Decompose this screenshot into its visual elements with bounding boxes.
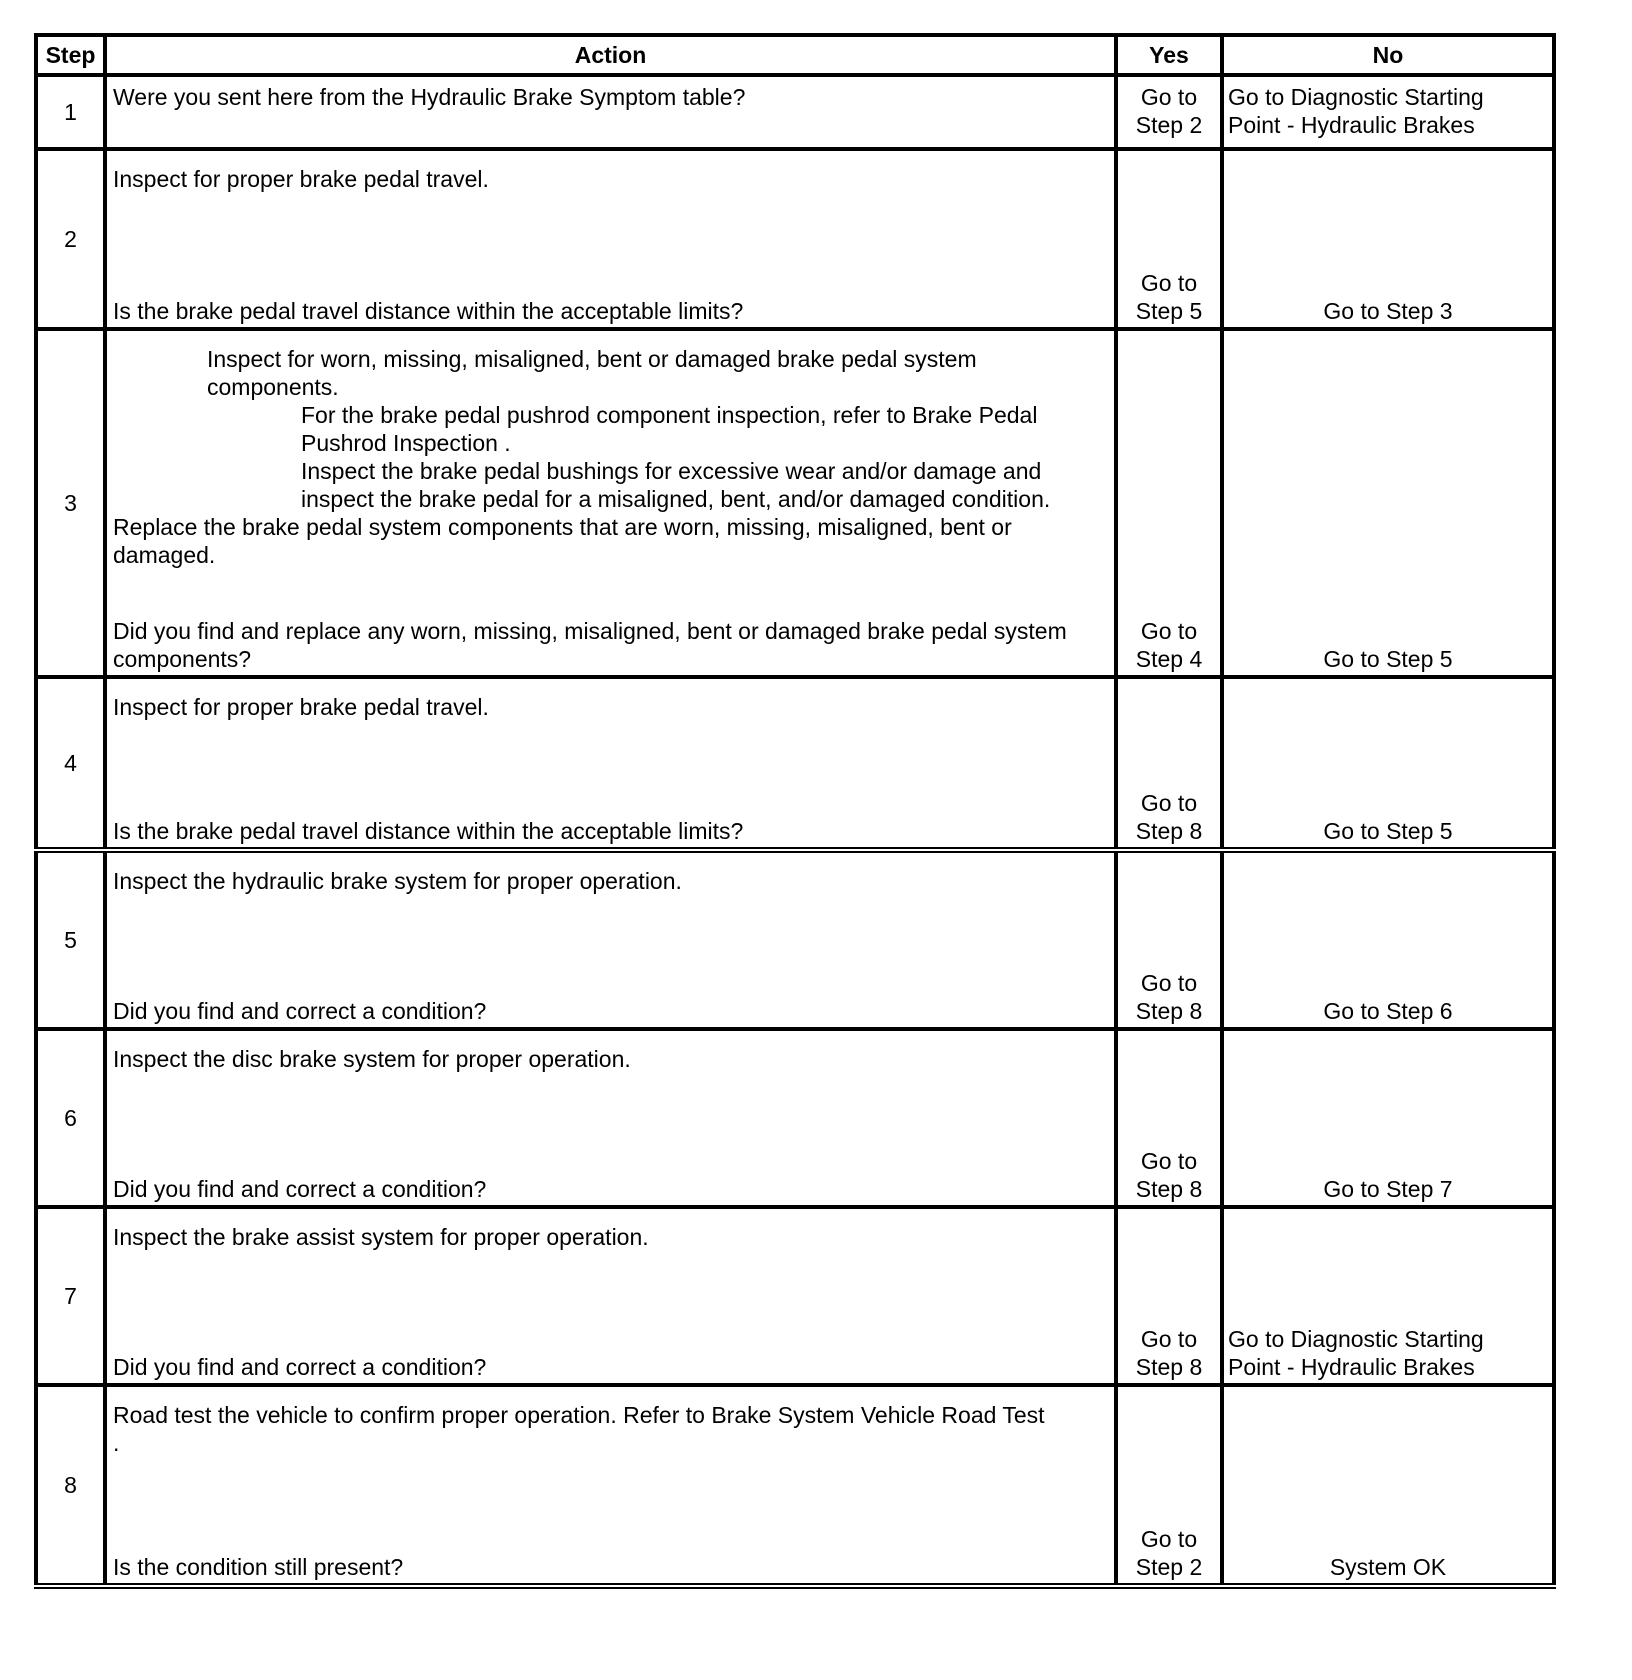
no-cell <box>1222 1385 1554 1586</box>
no-link-line[interactable]: Point - Hydraulic Brakes <box>1228 112 1475 138</box>
yes-cell <box>1116 677 1222 850</box>
no-link-line[interactable]: Point - Hydraulic Brakes <box>1228 1354 1475 1380</box>
yes-cell <box>1116 1385 1222 1586</box>
header-action: Action <box>105 35 1116 75</box>
header-step: Step <box>36 35 105 75</box>
action-cell <box>105 1207 1116 1385</box>
action-question: Did you find and replace any worn, missing, misaligned, bent or damaged brake pedal system components? <box>113 618 1067 672</box>
action-instruction: Inspect for worn, missing, misaligned, bent or damaged brake pedal system components. <box>207 346 977 400</box>
step-number: 4 <box>36 677 105 850</box>
step-number: 3 <box>36 329 105 677</box>
yes-link-line[interactable]: Step 2 <box>1135 1554 1203 1580</box>
table-row <box>36 677 1554 850</box>
action-question: Did you find and correct a condition? <box>113 1176 487 1202</box>
yes-link-line[interactable]: Step 8 <box>1135 1176 1203 1202</box>
action-instruction: Inspect the hydraulic brake system for proper operation. <box>113 868 682 894</box>
no-cell <box>1222 1207 1554 1385</box>
table-row <box>36 329 1554 677</box>
action-instruction: Inspect for proper brake pedal travel. <box>113 694 489 720</box>
action-question: Did you find and correct a condition? <box>113 998 487 1024</box>
action-text: Were you sent here from the Hydraulic Brake Symptom table? <box>113 84 746 110</box>
action-sub-instruction: For the brake pedal pushrod component inspection, refer to Brake Pedal Pushrod Inspection . <box>301 402 1038 456</box>
no-cell <box>1222 1029 1554 1207</box>
yes-link-line[interactable]: Step 8 <box>1135 1354 1203 1380</box>
no-link-line[interactable]: Go to Diagnostic Starting <box>1228 84 1484 110</box>
yes-link-line[interactable]: Step 4 <box>1135 646 1203 672</box>
yes-link-line[interactable]: Go to <box>1140 270 1198 296</box>
header-no: No <box>1222 35 1554 75</box>
yes-cell <box>1116 1207 1222 1385</box>
diagnostic-table <box>34 33 1556 1589</box>
yes-cell <box>1116 75 1222 149</box>
action-instruction: Inspect for proper brake pedal travel. <box>113 166 489 192</box>
action-instruction: Inspect the brake assist system for proper operation. <box>113 1224 649 1250</box>
step-number: 7 <box>36 1207 105 1385</box>
yes-link-line[interactable]: Go to <box>1140 790 1198 816</box>
no-cell <box>1222 75 1554 149</box>
action-instruction: Replace the brake pedal system components that are worn, missing, misaligned, bent or damaged. <box>113 514 1012 568</box>
yes-link-line[interactable]: Go to <box>1140 1526 1198 1552</box>
header-yes: Yes <box>1116 35 1222 75</box>
yes-cell <box>1116 850 1222 1029</box>
no-cell <box>1222 329 1554 677</box>
action-cell <box>105 850 1116 1029</box>
table-row <box>36 149 1554 329</box>
table-row <box>36 75 1554 149</box>
yes-link-line[interactable]: Go to <box>1140 84 1198 110</box>
yes-link-line[interactable]: Step 2 <box>1135 112 1203 138</box>
table-row <box>36 1385 1554 1586</box>
no-link-line[interactable]: Go to Step 5 <box>1323 818 1453 844</box>
yes-link-line[interactable]: Step 8 <box>1135 818 1203 844</box>
step-number: 6 <box>36 1029 105 1207</box>
action-instruction: Road test the vehicle to confirm proper operation. Refer to Brake System Vehicle Road Test . <box>113 1402 1045 1456</box>
action-instruction: Inspect the disc brake system for proper operation. <box>113 1046 631 1072</box>
action-question: Is the brake pedal travel distance within the acceptable limits? <box>113 298 744 324</box>
table-row <box>36 850 1554 1029</box>
yes-link-line[interactable]: Go to <box>1140 1148 1198 1174</box>
no-cell <box>1222 149 1554 329</box>
table-row <box>36 1207 1554 1385</box>
no-cell <box>1222 850 1554 1029</box>
table-row <box>36 1029 1554 1207</box>
no-link-line[interactable]: System OK <box>1329 1554 1447 1580</box>
no-link-line[interactable]: Go to Diagnostic Starting <box>1228 1326 1484 1352</box>
step-number: 1 <box>36 75 105 149</box>
no-link-line[interactable]: Go to Step 5 <box>1323 646 1453 672</box>
step-number: 5 <box>36 850 105 1029</box>
yes-cell <box>1116 149 1222 329</box>
action-cell <box>105 677 1116 850</box>
action-cell <box>105 1029 1116 1207</box>
action-cell <box>105 149 1116 329</box>
action-question: Is the brake pedal travel distance within the acceptable limits? <box>113 818 744 844</box>
step-number: 8 <box>36 1385 105 1586</box>
action-cell <box>105 1385 1116 1586</box>
action-question: Did you find and correct a condition? <box>113 1354 487 1380</box>
no-link-line[interactable]: Go to Step 6 <box>1323 998 1453 1024</box>
yes-cell <box>1116 329 1222 677</box>
step-number: 2 <box>36 149 105 329</box>
action-cell <box>105 329 1116 677</box>
action-cell <box>105 75 1116 149</box>
yes-link-line[interactable]: Step 8 <box>1135 998 1203 1024</box>
action-question: Is the condition still present? <box>113 1554 404 1580</box>
yes-link-line[interactable]: Go to <box>1140 1326 1198 1352</box>
no-link-line[interactable]: Go to Step 3 <box>1323 298 1453 324</box>
yes-cell <box>1116 1029 1222 1207</box>
no-link-line[interactable]: Go to Step 7 <box>1323 1176 1453 1202</box>
yes-link-line[interactable]: Go to <box>1140 618 1198 644</box>
yes-link-line[interactable]: Go to <box>1140 970 1198 996</box>
yes-link-line[interactable]: Step 5 <box>1135 298 1203 324</box>
header-row <box>36 35 1554 75</box>
no-cell <box>1222 677 1554 850</box>
action-sub-instruction: Inspect the brake pedal bushings for excessive wear and/or damage and inspect the brake pedal for a misaligned, bent, and/or damaged condition. <box>301 458 1051 512</box>
